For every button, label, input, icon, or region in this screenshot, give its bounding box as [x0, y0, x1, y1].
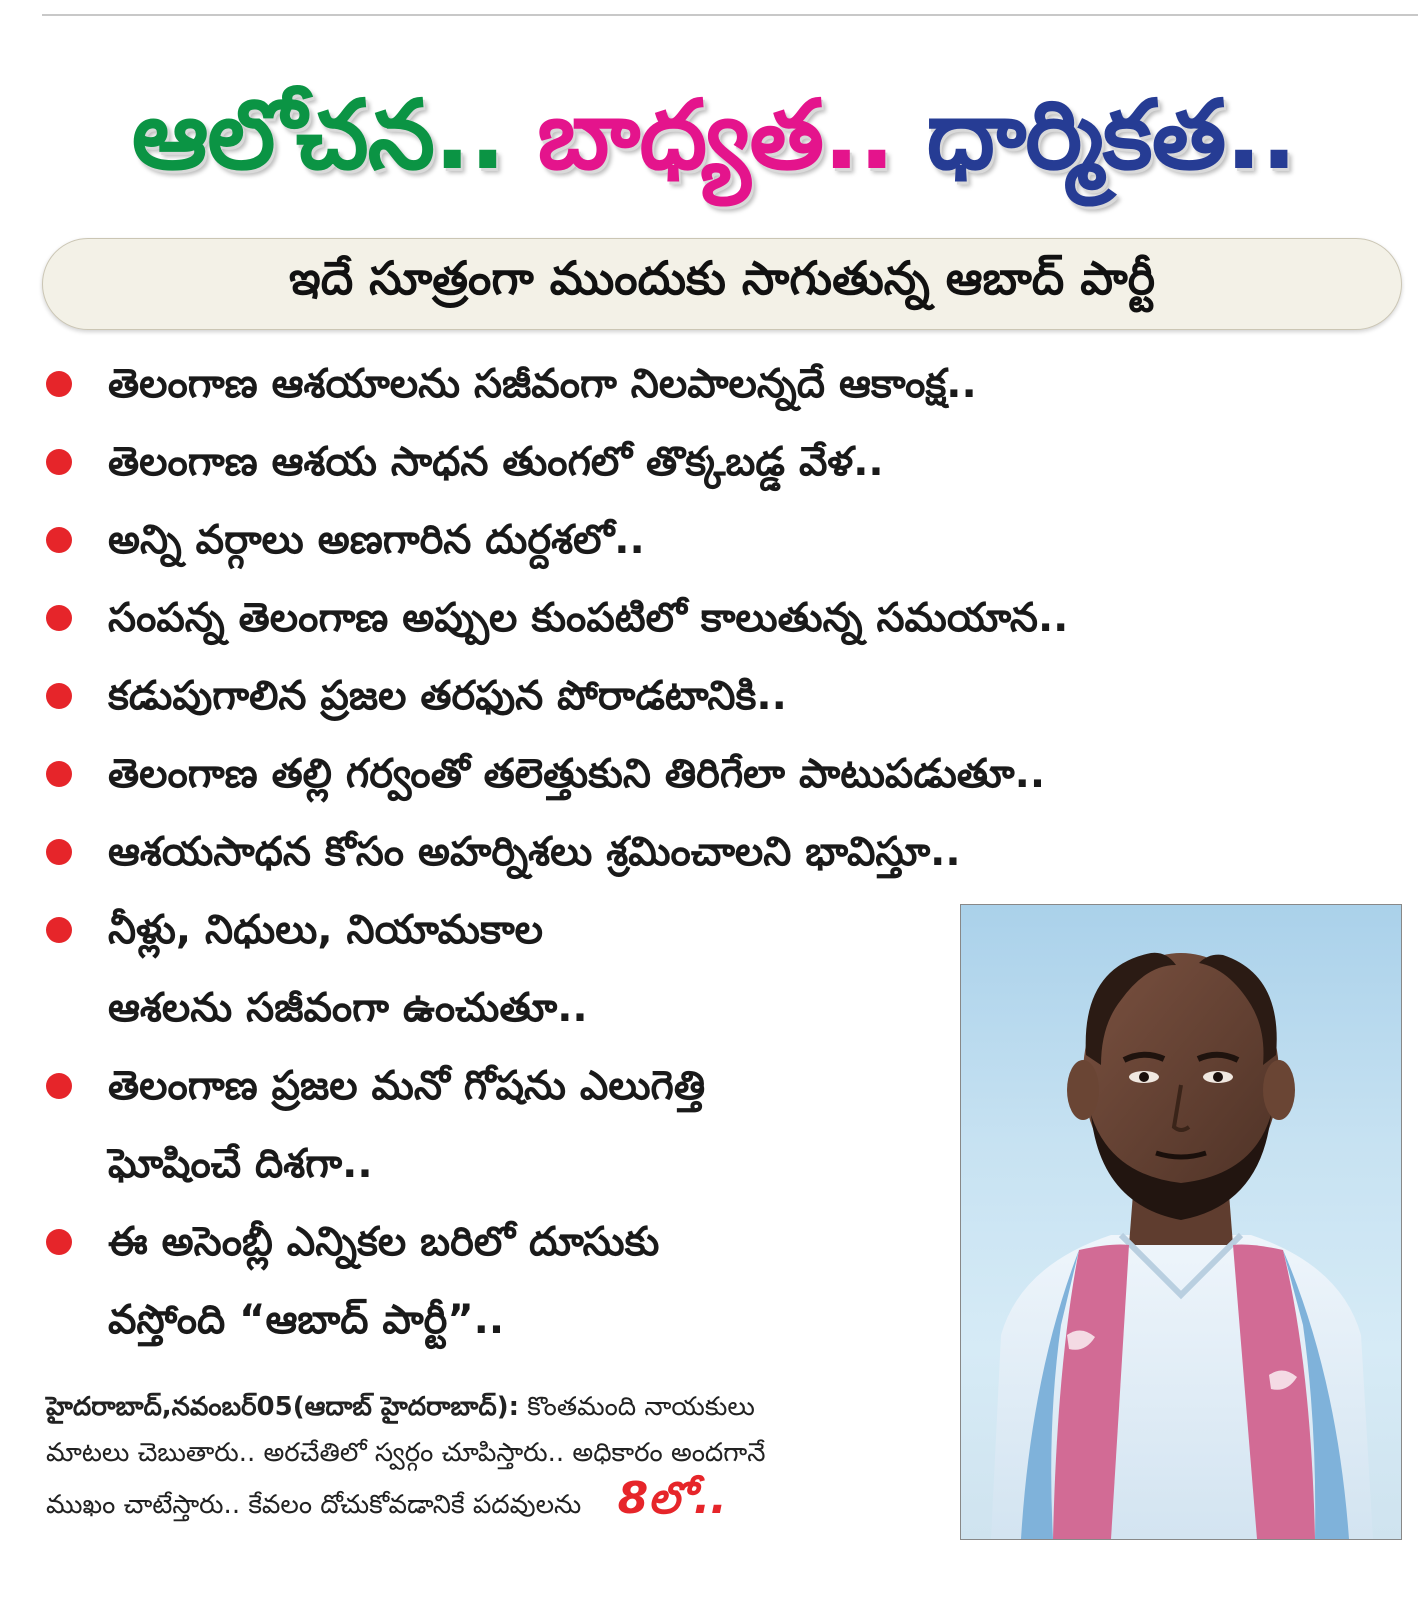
byline-text: కొంతమంది నాయకులు	[527, 1392, 755, 1422]
bullet-text: తెలంగాణ ఆశయాలను సజీవంగా నిలపాలన్నదే ఆకాంక్ష..	[108, 361, 977, 407]
bullet-item	[46, 813, 1386, 891]
bullet-text: ఆశయసాధన కోసం అహర్నిశలు శ్రమించాలని భావిస్తూ..	[108, 829, 961, 875]
bullet-dot-icon	[46, 605, 72, 631]
bullet-dot-icon	[46, 761, 72, 787]
bullet-dot-icon	[46, 839, 72, 865]
bullet-dot-icon	[46, 917, 72, 943]
bullet-item	[46, 345, 1386, 423]
bullet-text-continued: వస్తోంది “ఆబాద్ పార్టీ”..	[108, 1297, 505, 1343]
bullet-text: ఈ అసెంబ్లీ ఎన్నికల బరిలో దూసుకు	[108, 1219, 660, 1265]
byline	[46, 1384, 946, 1528]
headline-word-3: ధార్మికత..	[926, 79, 1297, 191]
subheadline-text: ఇదే సూత్రంగా ముందుకు సాగుతున్న ఆబాద్ పార్టీ	[289, 251, 1155, 305]
byline-line-1	[46, 1384, 946, 1430]
subheadline-banner	[42, 238, 1402, 330]
bullet-dot-icon	[46, 1229, 72, 1255]
bullet-dot-icon	[46, 527, 72, 553]
top-rule	[42, 14, 1418, 16]
bullet-item	[46, 501, 1386, 579]
portrait-illustration	[961, 905, 1401, 1539]
bullet-item	[46, 657, 1386, 735]
byline-line-3	[46, 1473, 946, 1528]
bullet-dot-icon	[46, 1073, 72, 1099]
bullet-item	[46, 579, 1386, 657]
bullet-text: కడుపుగాలిన ప్రజల తరఫున పోరాడటానికి..	[108, 673, 787, 719]
byline-text: ముఖం చాటేస్తారు.. కేవలం దోచుకోవడానికే పదవులను	[46, 1490, 582, 1520]
continued-page-reference: 8లో..	[617, 1473, 727, 1524]
headline	[0, 70, 1428, 200]
bullet-dot-icon	[46, 683, 72, 709]
bullet-text: నీళ్లు, నిధులు, నియామకాల	[108, 907, 544, 953]
bullet-item	[46, 423, 1386, 501]
bullet-text: సంపన్న తెలంగాణ అప్పుల కుంపటిలో కాలుతున్న సమయాన..	[108, 595, 1069, 641]
dateline: హైదరాబాద్,నవంబర్05(ఆదాబ్ హైదరాబాద్):	[46, 1392, 520, 1422]
headline-word-1: ఆలోచన..	[131, 79, 505, 191]
bullet-item	[46, 1047, 968, 1203]
byline-line-2: మాటలు చెబుతారు.. అరచేతిలో స్వర్గం చూపిస్తారు.. అధికారం అందగానే	[46, 1438, 766, 1468]
bullet-dot-icon	[46, 449, 72, 475]
bullet-text-continued: ఆశలను సజీవంగా ఉంచుతూ..	[108, 985, 588, 1031]
bullet-text: తెలంగాణ తల్లి గర్వంతో తలెత్తుకుని తిరిగేలా పాటుపడుతూ..	[108, 751, 1046, 797]
bullet-text: తెలంగాణ ప్రజల మనో గోషను ఎలుగెత్తి	[108, 1063, 706, 1109]
bullet-dot-icon	[46, 371, 72, 397]
headline-word-2: బాధ్యత..	[537, 79, 895, 191]
bullet-text-continued: ఘోషించే దిశగా..	[108, 1141, 373, 1187]
bullet-item	[46, 1203, 968, 1359]
bullet-text: తెలంగాణ ఆశయ సాధన తుంగలో తొక్కబడ్డ వేళ..	[108, 439, 884, 485]
bullet-item	[46, 891, 968, 1047]
bullet-item	[46, 735, 1386, 813]
bullet-text: అన్ని వర్గాలు అణగారిన దుర్దశలో..	[108, 517, 645, 563]
candidate-photo	[960, 904, 1402, 1540]
